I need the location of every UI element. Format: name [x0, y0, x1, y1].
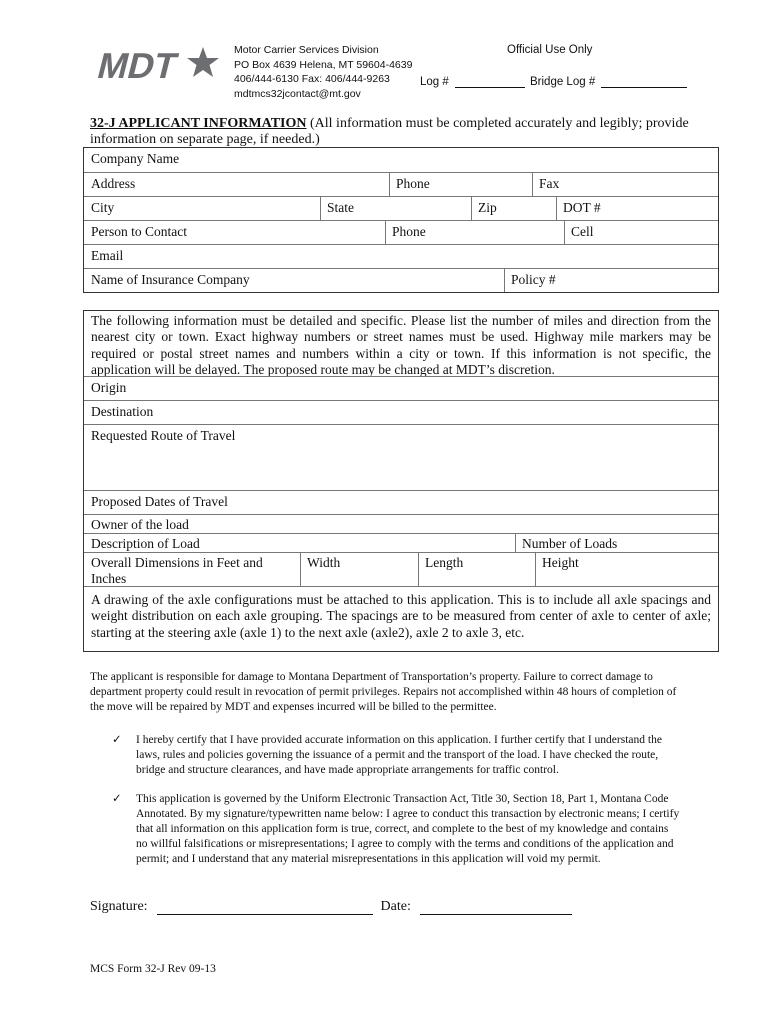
zip-label: Zip [478, 200, 497, 215]
owner-label: Owner of the load [91, 517, 189, 532]
division-name: Motor Carrier Services Division [234, 44, 379, 56]
certification-item [112, 792, 680, 867]
address-label: Address [91, 176, 136, 191]
mdt-logo [92, 44, 220, 84]
city-label: City [91, 200, 115, 215]
dot-label: DOT # [563, 200, 601, 215]
state-label: State [327, 200, 354, 215]
agency-email: mdtmcs32jcontact@mt.gov [234, 87, 361, 100]
origin-row[interactable] [84, 376, 718, 400]
contact-phone-label: Phone [392, 224, 426, 239]
checkmark-icon: ✓ [112, 734, 122, 746]
date-label: Date: [380, 899, 411, 914]
origin-label: Origin [91, 380, 127, 395]
route-info-table [83, 310, 719, 652]
description-label: Description of Load [91, 536, 200, 551]
bridge-log-line [601, 75, 687, 88]
checkmark-icon: ✓ [112, 793, 122, 805]
agency-contact-block [234, 43, 412, 101]
signature-field[interactable] [157, 900, 373, 915]
address-row[interactable] [84, 172, 718, 196]
contact-row[interactable] [84, 220, 718, 244]
certification-text: This application is governed by the Uniform Electronic Transaction Act, Title 30, Section 18, Part 1, Montana Code Annotated. By my signature/typewritten name below: I agree to conduct this transaction by electronic means; I certify that all information on this application form is true, correct, and complete to the best of my knowledge and contains no willful falsifications or misrepresentations; I agree to comply with the terms and conditions of the application and permit; and I understand that any material misrepresentations in this application will void my permit. [136, 793, 680, 865]
section-title-heading: 32-J APPLICANT INFORMATION [90, 116, 307, 131]
requested-route-row[interactable] [84, 424, 718, 490]
signature-line [90, 899, 572, 915]
applicant-info-table [83, 147, 719, 293]
owner-row[interactable] [84, 514, 718, 533]
certification-item [112, 733, 680, 778]
log-field[interactable] [420, 75, 525, 88]
official-use-label: Official Use Only [507, 44, 593, 56]
insurance-label: Name of Insurance Company [91, 272, 250, 287]
company-name-row[interactable] [84, 148, 718, 172]
width-label: Width [307, 555, 341, 570]
email-label: Email [91, 248, 124, 263]
axle-note: A drawing of the axle configurations must be attached to this application. This is to include all axle spacings and weight distribution on each axle grouping. The spacings are to be measured from center of axle to center of axle; starting at the steering axle (axle 1) to the next axle (axle2), axle 2 to axle 3, etc. [91, 592, 711, 640]
logo-text: MDT [93, 45, 182, 84]
bridge-log-field[interactable] [530, 75, 687, 88]
requested-route-label: Requested Route of Travel [91, 428, 236, 443]
section-title [90, 116, 720, 148]
fax-label: Fax [539, 176, 560, 191]
certification-text: I hereby certify that I have provided accurate information on this application. I further certify that I understand the laws, rules and policies governing the issuance of a permit and the transport of the load. I have checked the route, bridge and structure clearances, and have made appropriate arrangements for traffic control. [136, 734, 662, 776]
policy-label: Policy # [511, 272, 556, 287]
log-label: Log # [420, 76, 449, 88]
email-row[interactable] [84, 244, 718, 268]
phone-label: Phone [396, 176, 430, 191]
city-row[interactable] [84, 196, 718, 220]
cell-label: Cell [571, 224, 594, 239]
bridge-log-label: Bridge Log # [530, 76, 596, 88]
form-footer: MCS Form 32-J Rev 09-13 [90, 963, 216, 975]
description-row[interactable] [84, 533, 718, 552]
date-field[interactable] [420, 900, 572, 915]
destination-label: Destination [91, 404, 154, 419]
num-loads-label: Number of Loads [522, 536, 618, 551]
logo-star-icon [187, 47, 219, 77]
route-instructions-row [84, 311, 718, 376]
proposed-dates-row[interactable] [84, 490, 718, 514]
proposed-dates-label: Proposed Dates of Travel [91, 494, 228, 509]
axle-note-row [84, 586, 718, 651]
agency-address: PO Box 4639 Helena, MT 59604-4639 [234, 58, 413, 71]
destination-row[interactable] [84, 400, 718, 424]
dimensions-row[interactable] [84, 552, 718, 586]
damage-notice: The applicant is responsible for damage to Montana Department of Transportation’s property. Failure to correct damage to department property could result in revocation of permit privileges. Repairs not accomplished within 48 hours of completion of the move will be repaired by MDT and expenses incurred will be billed to the permittee. [90, 671, 677, 713]
height-label: Height [542, 555, 579, 570]
insurance-row[interactable] [84, 268, 718, 292]
agency-phone-fax: 406/444-6130 Fax: 406/444-9263 [234, 73, 390, 85]
signature-label: Signature: [90, 899, 148, 914]
section-title-instructions: (All information must be completed accurately and legibly; provide information on separate page, if needed.) [90, 116, 689, 147]
length-label: Length [425, 555, 464, 570]
route-instructions: The following information must be detailed and specific. Please list the number of miles and direction from the nearest city or town. Exact highway numbers or street names must be used. Highway mile markers may be required or postal street names and numbers within a city or town. If this information is not specific, the application will be delayed. The proposed route may be changed at MDT’s discretion. [91, 313, 711, 378]
log-line [455, 75, 525, 88]
dimensions-label: Overall Dimensions in Feet and Inches [91, 555, 263, 586]
contact-label: Person to Contact [91, 224, 187, 239]
company-name-label: Company Name [91, 151, 180, 166]
